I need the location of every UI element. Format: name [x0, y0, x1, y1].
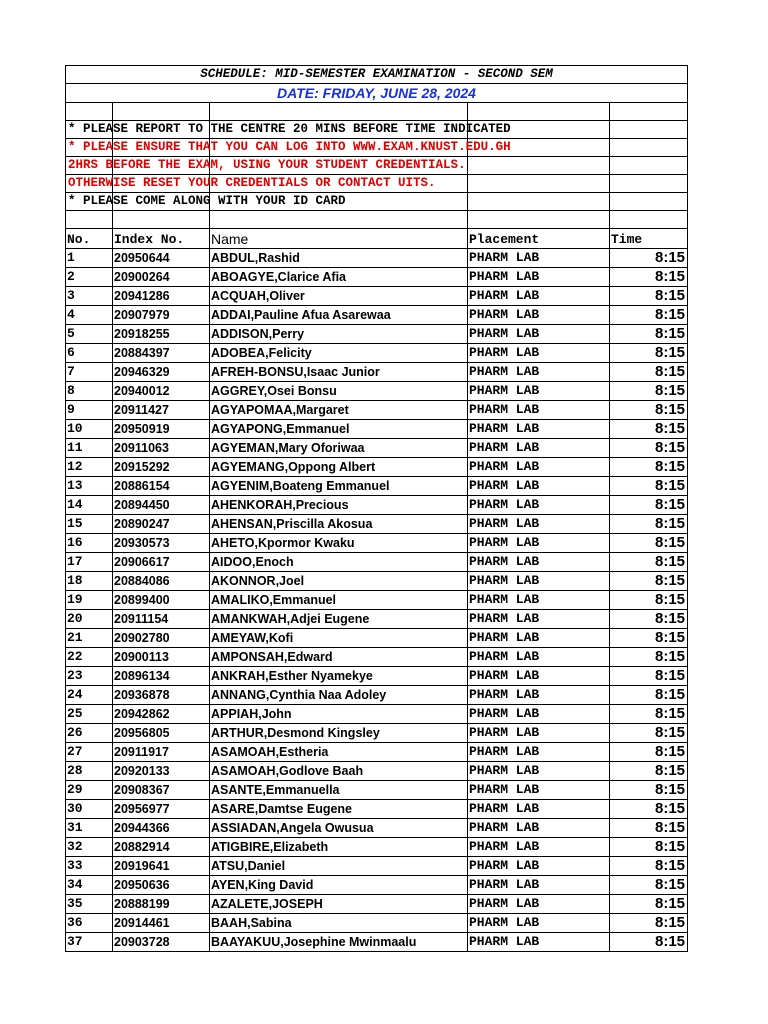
table-row	[66, 496, 688, 515]
row-index: 20940012	[113, 382, 210, 401]
row-placement: PHARM LAB	[468, 838, 610, 857]
row-name: ASSIADAN,Angela Owusua	[210, 819, 468, 838]
row-name: APPIAH,John	[210, 705, 468, 724]
row-index: 20950919	[113, 420, 210, 439]
row-time: 8:15	[610, 914, 688, 933]
header-time: Time	[610, 229, 688, 249]
row-time: 8:15	[610, 572, 688, 591]
row-index: 20911917	[113, 743, 210, 762]
row-time: 8:15	[610, 477, 688, 496]
row-time: 8:15	[610, 268, 688, 287]
row-name: AGYAPOMAA,Margaret	[210, 401, 468, 420]
table-row	[66, 344, 688, 363]
notice-text: * PLEASE ENSURE THAT YOU CAN LOG INTO WWW.EXAM.KNUST.EDU.GH	[68, 140, 511, 154]
row-name: ANNANG,Cynthia Naa Adoley	[210, 686, 468, 705]
table-row	[66, 705, 688, 724]
notice-row	[66, 175, 688, 193]
row-name: ADDISON,Perry	[210, 325, 468, 344]
row-no: 28	[66, 762, 113, 781]
row-placement: PHARM LAB	[468, 629, 610, 648]
row-name: AHETO,Kpormor Kwaku	[210, 534, 468, 553]
row-name: ATIGBIRE,Elizabeth	[210, 838, 468, 857]
row-placement: PHARM LAB	[468, 762, 610, 781]
row-no: 16	[66, 534, 113, 553]
row-index: 20950636	[113, 876, 210, 895]
table-row	[66, 325, 688, 344]
row-index: 20956805	[113, 724, 210, 743]
row-time: 8:15	[610, 762, 688, 781]
row-time: 8:15	[610, 420, 688, 439]
row-index: 20902780	[113, 629, 210, 648]
header-name: Name	[210, 229, 468, 249]
table-row	[66, 420, 688, 439]
row-time: 8:15	[610, 819, 688, 838]
row-name: BAAH,Sabina	[210, 914, 468, 933]
row-name: BAAYAKUU,Josephine Mwinmaalu	[210, 933, 468, 952]
row-no: 15	[66, 515, 113, 534]
row-time: 8:15	[610, 382, 688, 401]
row-no: 4	[66, 306, 113, 325]
row-name: AMPONSAH,Edward	[210, 648, 468, 667]
table-row	[66, 287, 688, 306]
row-placement: PHARM LAB	[468, 249, 610, 268]
row-name: ASANTE,Emmanuella	[210, 781, 468, 800]
row-placement: PHARM LAB	[468, 648, 610, 667]
table-row	[66, 876, 688, 895]
table-row	[66, 686, 688, 705]
row-no: 33	[66, 857, 113, 876]
table-row	[66, 401, 688, 420]
table-row	[66, 515, 688, 534]
row-name: AGGREY,Osei Bonsu	[210, 382, 468, 401]
table-row	[66, 648, 688, 667]
header-no: No.	[66, 229, 113, 249]
row-no: 10	[66, 420, 113, 439]
blank-row	[66, 103, 688, 121]
row-no: 3	[66, 287, 113, 306]
table-row	[66, 610, 688, 629]
row-name: ASARE,Damtse Eugene	[210, 800, 468, 819]
row-index: 20899400	[113, 591, 210, 610]
table-row	[66, 629, 688, 648]
row-placement: PHARM LAB	[468, 420, 610, 439]
row-time: 8:15	[610, 629, 688, 648]
row-placement: PHARM LAB	[468, 800, 610, 819]
table-row	[66, 667, 688, 686]
row-placement: PHARM LAB	[468, 857, 610, 876]
notice-row	[66, 157, 688, 175]
row-placement: PHARM LAB	[468, 515, 610, 534]
row-time: 8:15	[610, 933, 688, 952]
row-time: 8:15	[610, 534, 688, 553]
row-time: 8:15	[610, 705, 688, 724]
row-time: 8:15	[610, 458, 688, 477]
row-name: AZALETE,JOSEPH	[210, 895, 468, 914]
row-no: 18	[66, 572, 113, 591]
row-placement: PHARM LAB	[468, 363, 610, 382]
table-row	[66, 439, 688, 458]
row-index: 20941286	[113, 287, 210, 306]
row-no: 31	[66, 819, 113, 838]
row-placement: PHARM LAB	[468, 553, 610, 572]
row-index: 20906617	[113, 553, 210, 572]
row-placement: PHARM LAB	[468, 306, 610, 325]
row-no: 5	[66, 325, 113, 344]
row-placement: PHARM LAB	[468, 933, 610, 952]
row-time: 8:15	[610, 667, 688, 686]
table-row	[66, 762, 688, 781]
row-name: ASAMOAH,Estheria	[210, 743, 468, 762]
row-index: 20900264	[113, 268, 210, 287]
row-placement: PHARM LAB	[468, 382, 610, 401]
row-no: 23	[66, 667, 113, 686]
table-row	[66, 458, 688, 477]
exam-date: DATE: FRIDAY, JUNE 28, 2024	[66, 84, 688, 103]
row-name: ASAMOAH,Godlove Baah	[210, 762, 468, 781]
row-no: 21	[66, 629, 113, 648]
row-index: 20930573	[113, 534, 210, 553]
row-index: 20946329	[113, 363, 210, 382]
row-name: AFREH-BONSU,Isaac Junior	[210, 363, 468, 382]
row-time: 8:15	[610, 895, 688, 914]
row-placement: PHARM LAB	[468, 572, 610, 591]
row-no: 6	[66, 344, 113, 363]
row-name: AHENSAN,Priscilla Akosua	[210, 515, 468, 534]
row-name: AKONNOR,Joel	[210, 572, 468, 591]
row-name: AGYEMAN,Mary Oforiwaa	[210, 439, 468, 458]
row-time: 8:15	[610, 325, 688, 344]
blank-row	[66, 211, 688, 229]
row-no: 32	[66, 838, 113, 857]
header-index: Index No.	[113, 229, 210, 249]
row-no: 12	[66, 458, 113, 477]
row-time: 8:15	[610, 553, 688, 572]
row-index: 20896134	[113, 667, 210, 686]
row-index: 20894450	[113, 496, 210, 515]
row-time: 8:15	[610, 496, 688, 515]
row-time: 8:15	[610, 439, 688, 458]
row-placement: PHARM LAB	[468, 781, 610, 800]
table-row	[66, 249, 688, 268]
row-index: 20888199	[113, 895, 210, 914]
row-no: 34	[66, 876, 113, 895]
row-name: ACQUAH,Oliver	[210, 287, 468, 306]
row-no: 14	[66, 496, 113, 515]
row-index: 20908367	[113, 781, 210, 800]
table-row	[66, 591, 688, 610]
row-name: AGYEMANG,Oppong Albert	[210, 458, 468, 477]
row-index: 20915292	[113, 458, 210, 477]
row-index: 20950644	[113, 249, 210, 268]
table-row	[66, 819, 688, 838]
row-index: 20884086	[113, 572, 210, 591]
row-time: 8:15	[610, 838, 688, 857]
row-index: 20911427	[113, 401, 210, 420]
row-index: 20903728	[113, 933, 210, 952]
row-time: 8:15	[610, 306, 688, 325]
row-time: 8:15	[610, 363, 688, 382]
notice-text: 2HRS BEFORE THE EXAM, USING YOUR STUDENT CREDENTIALS.	[68, 158, 466, 172]
row-time: 8:15	[610, 743, 688, 762]
row-no: 8	[66, 382, 113, 401]
row-index: 20890247	[113, 515, 210, 534]
row-no: 29	[66, 781, 113, 800]
table-row	[66, 553, 688, 572]
row-index: 20907979	[113, 306, 210, 325]
row-placement: PHARM LAB	[468, 458, 610, 477]
page-title: SCHEDULE: MID-SEMESTER EXAMINATION - SECOND SEM	[66, 66, 688, 84]
row-time: 8:15	[610, 401, 688, 420]
row-time: 8:15	[610, 800, 688, 819]
row-placement: PHARM LAB	[468, 344, 610, 363]
row-index: 20911063	[113, 439, 210, 458]
row-no: 26	[66, 724, 113, 743]
row-no: 24	[66, 686, 113, 705]
table-row	[66, 724, 688, 743]
row-index: 20911154	[113, 610, 210, 629]
row-index: 20942862	[113, 705, 210, 724]
row-name: ADOBEA,Felicity	[210, 344, 468, 363]
row-no: 27	[66, 743, 113, 762]
row-placement: PHARM LAB	[468, 819, 610, 838]
row-index: 20914461	[113, 914, 210, 933]
row-placement: PHARM LAB	[468, 325, 610, 344]
row-no: 11	[66, 439, 113, 458]
table-row	[66, 477, 688, 496]
row-name: AGYAPONG,Emmanuel	[210, 420, 468, 439]
table-row	[66, 743, 688, 762]
row-placement: PHARM LAB	[468, 477, 610, 496]
notice-text: OTHERWISE RESET YOUR CREDENTIALS OR CONTACT UITS.	[68, 176, 436, 190]
row-placement: PHARM LAB	[468, 287, 610, 306]
table-row	[66, 838, 688, 857]
notice-text: * PLEASE REPORT TO THE CENTRE 20 MINS BEFORE TIME INDICATED	[68, 122, 511, 136]
row-placement: PHARM LAB	[468, 705, 610, 724]
table-row	[66, 781, 688, 800]
row-index: 20919641	[113, 857, 210, 876]
row-name: AHENKORAH,Precious	[210, 496, 468, 515]
row-no: 1	[66, 249, 113, 268]
row-time: 8:15	[610, 515, 688, 534]
row-placement: PHARM LAB	[468, 876, 610, 895]
table-row	[66, 534, 688, 553]
row-time: 8:15	[610, 876, 688, 895]
row-time: 8:15	[610, 344, 688, 363]
row-placement: PHARM LAB	[468, 895, 610, 914]
row-name: AYEN,King David	[210, 876, 468, 895]
notice-row	[66, 193, 688, 211]
row-placement: PHARM LAB	[468, 591, 610, 610]
row-index: 20900113	[113, 648, 210, 667]
row-name: ABOAGYE,Clarice Afia	[210, 268, 468, 287]
row-name: ATSU,Daniel	[210, 857, 468, 876]
row-no: 37	[66, 933, 113, 952]
row-no: 25	[66, 705, 113, 724]
row-placement: PHARM LAB	[468, 667, 610, 686]
row-index: 20944366	[113, 819, 210, 838]
row-time: 8:15	[610, 724, 688, 743]
row-no: 20	[66, 610, 113, 629]
row-placement: PHARM LAB	[468, 686, 610, 705]
row-index: 20936878	[113, 686, 210, 705]
row-no: 30	[66, 800, 113, 819]
notice-row	[66, 121, 688, 139]
row-name: ANKRAH,Esther Nyamekye	[210, 667, 468, 686]
table-row	[66, 306, 688, 325]
row-index: 20920133	[113, 762, 210, 781]
table-row	[66, 800, 688, 819]
row-no: 2	[66, 268, 113, 287]
row-no: 35	[66, 895, 113, 914]
row-placement: PHARM LAB	[468, 401, 610, 420]
row-time: 8:15	[610, 648, 688, 667]
table-row	[66, 914, 688, 933]
row-time: 8:15	[610, 610, 688, 629]
row-name: AGYENIM,Boateng Emmanuel	[210, 477, 468, 496]
schedule-sheet	[65, 65, 687, 952]
row-index: 20918255	[113, 325, 210, 344]
row-index: 20884397	[113, 344, 210, 363]
row-time: 8:15	[610, 249, 688, 268]
row-name: AMEYAW,Kofi	[210, 629, 468, 648]
row-name: AIDOO,Enoch	[210, 553, 468, 572]
notice-row	[66, 139, 688, 157]
row-index: 20956977	[113, 800, 210, 819]
row-name: ARTHUR,Desmond Kingsley	[210, 724, 468, 743]
row-placement: PHARM LAB	[468, 610, 610, 629]
row-time: 8:15	[610, 781, 688, 800]
row-no: 13	[66, 477, 113, 496]
row-time: 8:15	[610, 686, 688, 705]
row-name: ABDUL,Rashid	[210, 249, 468, 268]
row-placement: PHARM LAB	[468, 534, 610, 553]
row-no: 19	[66, 591, 113, 610]
table-row	[66, 857, 688, 876]
row-no: 22	[66, 648, 113, 667]
row-name: ADDAI,Pauline Afua Asarewaa	[210, 306, 468, 325]
row-name: AMANKWAH,Adjei Eugene	[210, 610, 468, 629]
row-placement: PHARM LAB	[468, 724, 610, 743]
table-row	[66, 363, 688, 382]
row-name: AMALIKO,Emmanuel	[210, 591, 468, 610]
table-row	[66, 268, 688, 287]
row-placement: PHARM LAB	[468, 914, 610, 933]
notice-text: * PLEASE COME ALONG WITH YOUR ID CARD	[68, 194, 346, 208]
row-time: 8:15	[610, 287, 688, 306]
row-placement: PHARM LAB	[468, 439, 610, 458]
header-row	[66, 229, 688, 249]
table-row	[66, 895, 688, 914]
row-no: 36	[66, 914, 113, 933]
row-time: 8:15	[610, 591, 688, 610]
row-placement: PHARM LAB	[468, 743, 610, 762]
row-no: 9	[66, 401, 113, 420]
row-placement: PHARM LAB	[468, 268, 610, 287]
row-time: 8:15	[610, 857, 688, 876]
row-placement: PHARM LAB	[468, 496, 610, 515]
table-row	[66, 382, 688, 401]
schedule-table	[65, 65, 688, 952]
table-row	[66, 572, 688, 591]
row-index: 20886154	[113, 477, 210, 496]
row-index: 20882914	[113, 838, 210, 857]
row-no: 7	[66, 363, 113, 382]
row-no: 17	[66, 553, 113, 572]
header-placement: Placement	[468, 229, 610, 249]
table-row	[66, 933, 688, 952]
